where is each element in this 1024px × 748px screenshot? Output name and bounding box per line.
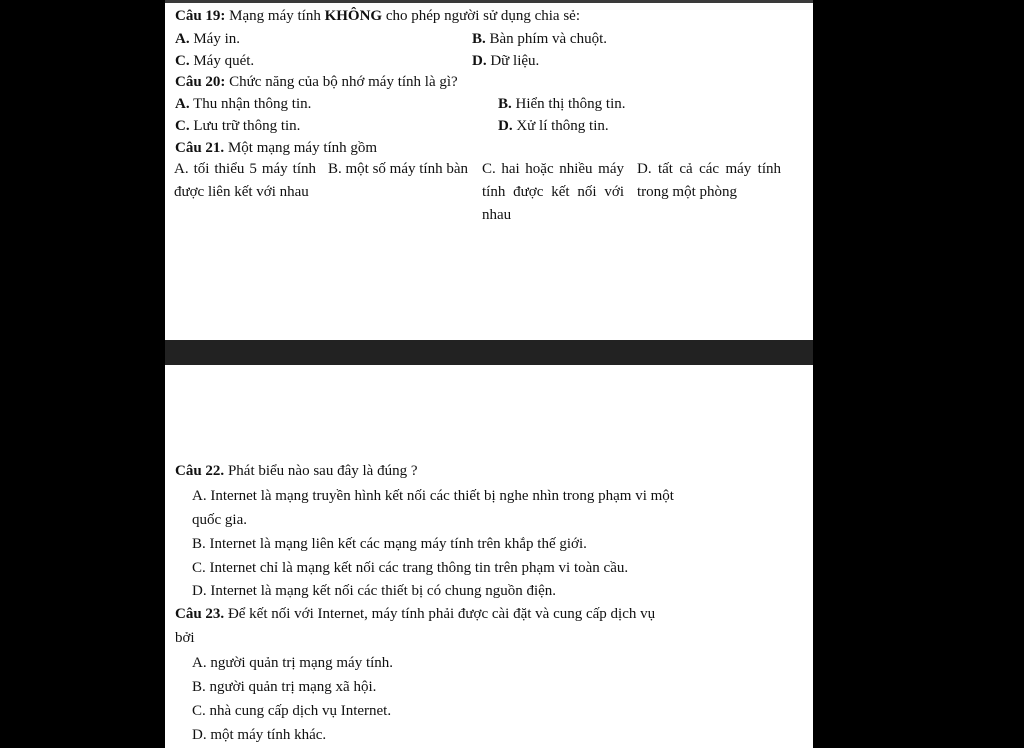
option-text: Dữ liệu. [486,53,540,69]
question-20 [175,73,458,91]
option-letter: B. [472,31,486,47]
option-b: B. người quản trị mạng xã hội. [192,679,377,695]
option-letter: A. [175,31,190,47]
question-emphasis: KHÔNG [324,8,383,24]
option-a: A. người quản trị mạng máy tính. [192,655,394,671]
option-b [472,30,607,48]
option-text: Máy quét. [189,53,255,69]
option-text: Lưu trữ thông tin. [189,118,301,134]
option-d: D. tất cả các máy tính trong một phòng [637,161,781,200]
question-21 [175,139,377,157]
option-a [175,95,311,113]
question-text: Phát biểu nào sau đây là đúng ? [224,463,418,479]
option-a-cont: quốc gia. [192,512,247,528]
question-22 [175,462,417,480]
option-b: B. Internet là mạng liên kết các mạng máy tính trên khắp thế giới. [192,536,587,552]
option-c: C. Internet chỉ là mạng kết nối các trang thông tin trên phạm vi toàn cầu. [192,560,629,576]
option-letter: D. [472,53,487,69]
question-text: Chức năng của bộ nhớ máy tính là gì? [225,74,458,90]
option-text: Xử lí thông tin. [512,118,609,134]
question-text: Một mạng máy tính gồm [224,140,378,156]
option-b [498,95,626,113]
option-d [498,117,609,135]
option-c [175,117,300,135]
question-text-cont: bởi [175,630,195,646]
option-d: D. Internet là mạng kết nối các thiết bị có chung nguồn điện. [192,583,557,599]
question-number: Câu 19: [175,8,226,24]
option-text: Bàn phím và chuột. [485,31,607,47]
option-letter: D. [498,118,513,134]
question-text: Mạng máy tính [225,8,325,24]
option-a: A. Internet là mạng truyền hình kết nối các thiết bị nghe nhìn trong phạm vi một [192,488,674,504]
page-top-edge [165,0,813,3]
option-a: A. tối thiểu 5 máy tính được liên kết với nhau [174,161,316,200]
question-23 [175,605,655,623]
question-text-end: cho phép người sử dụng chia sẻ: [382,8,581,24]
question-text: Để kết nối với Internet, máy tính phải được cài đặt và cung cấp dịch vụ [224,606,656,622]
page-divider [165,340,813,365]
question-number: Câu 22. [175,463,225,479]
option-letter: C. [175,118,190,134]
option-c: C. hai hoặc nhiều máy tính được kết nối với nhau [482,161,624,223]
question-number: Câu 20: [175,74,226,90]
option-d: D. một máy tính khác. [192,727,327,743]
option-letter: B. [498,96,512,112]
option-b: B. một số máy tính bàn [328,161,468,177]
option-text: Máy in. [189,31,241,47]
option-text: Hiển thị thông tin. [511,96,626,112]
option-d [472,52,539,70]
question-number: Câu 23. [175,606,225,622]
question-number: Câu 21. [175,140,225,156]
option-letter: A. [175,96,190,112]
option-text: Thu nhận thông tin. [189,96,312,112]
option-c [175,52,254,70]
option-letter: C. [175,53,190,69]
option-c: C. nhà cung cấp dịch vụ Internet. [192,703,392,719]
option-a [175,30,240,48]
question-19 [175,7,580,25]
